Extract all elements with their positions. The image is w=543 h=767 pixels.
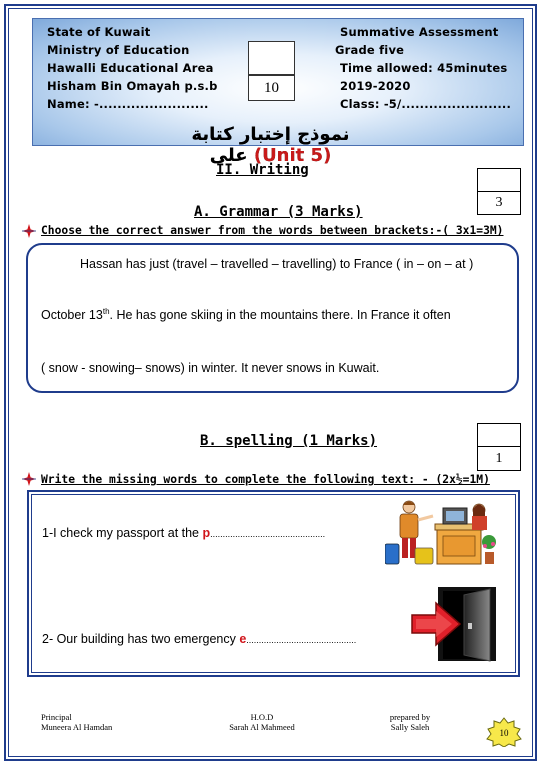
star-bullet-icon (22, 472, 36, 486)
section-title: II. Writing (216, 162, 309, 178)
q1-blank[interactable]: .............................................. (210, 529, 326, 539)
name-field[interactable]: Name: -........................ (47, 97, 209, 111)
prepared-name: Sally Saleh (390, 722, 430, 732)
marks-divider (478, 446, 520, 447)
principal-name: Muneera Al Hamdan (41, 722, 113, 732)
year-label: 2019-2020 (340, 79, 411, 93)
area-label: Hawalli Educational Area (47, 61, 214, 75)
prepared-label: prepared by (389, 712, 431, 722)
q2-text: 2- Our building has two emergency (42, 632, 240, 646)
grammar-passage-box (26, 243, 519, 393)
emergency-exit-image (410, 585, 500, 663)
exam-title-arabic: نموذج إختبار كتابة على (191, 124, 350, 166)
principal-label: Principal (41, 712, 72, 722)
writing-marks: 3 (495, 195, 503, 210)
q2-blank[interactable]: ............................................ (246, 635, 357, 645)
grammar-line-1: Hassan has just (travel – travelled – travelling) to France ( in – on – at ) (80, 257, 474, 271)
grammar-line-2 (41, 307, 451, 322)
q1-text: 1-I check my passport at the (42, 526, 203, 540)
spelling-marks-box (477, 423, 521, 471)
ministry-label: Ministry of Education (47, 43, 190, 57)
footer-prepared (384, 712, 436, 732)
airport-checkin-image (385, 498, 501, 570)
exam-title (178, 124, 363, 166)
spelling-question-2 (42, 632, 356, 646)
score-box-empty[interactable] (248, 41, 295, 75)
grammar-line-3: ( snow - snowing– snows) in winter. It never snows in Kuwait. (41, 361, 380, 375)
grammar-line-2-pre: October 13 (41, 308, 103, 323)
state-label: State of Kuwait (47, 25, 151, 39)
hod-name: Sarah Al Mahmeed (229, 722, 295, 732)
grammar-instruction: Choose the correct answer from the words between brackets:-( 3x1=3M) (41, 224, 504, 237)
spelling-marks: 1 (495, 451, 503, 466)
spelling-question-1 (42, 526, 325, 540)
spelling-title: B. spelling (1 Marks) (200, 433, 378, 449)
class-field[interactable]: Class: -5/........................ (340, 97, 512, 111)
grammar-line-2-sup: th (102, 307, 110, 316)
footer-principal (41, 712, 112, 732)
exam-title-unit: (Unit 5) (253, 145, 332, 166)
star-bullet-icon (22, 224, 36, 238)
total-score: 10 (264, 80, 279, 96)
footer-hod (222, 712, 302, 732)
grammar-title: A. Grammar (3 Marks) (194, 204, 363, 220)
page-number-badge (486, 717, 522, 747)
writing-marks-box (477, 168, 521, 215)
spelling-instruction: Write the missing words to complete the following text: - (2x½=1M) (41, 473, 490, 486)
page-number: 10 (499, 728, 509, 738)
score-box-total (248, 75, 295, 101)
hod-label: H.O.D (250, 712, 274, 722)
q2-letter: e (239, 632, 247, 646)
q1-letter: p (202, 526, 211, 540)
time-allowed-label: Time allowed: 45minutes (340, 61, 508, 75)
grade-label: Grade five (335, 43, 405, 57)
grammar-line-2-post: . He has gone skiing in the mountains there. In France it often (109, 308, 451, 323)
assessment-label: Summative Assessment (340, 25, 499, 39)
marks-divider (478, 191, 520, 192)
school-label: Hisham Bin Omayah p.s.b (47, 79, 218, 93)
